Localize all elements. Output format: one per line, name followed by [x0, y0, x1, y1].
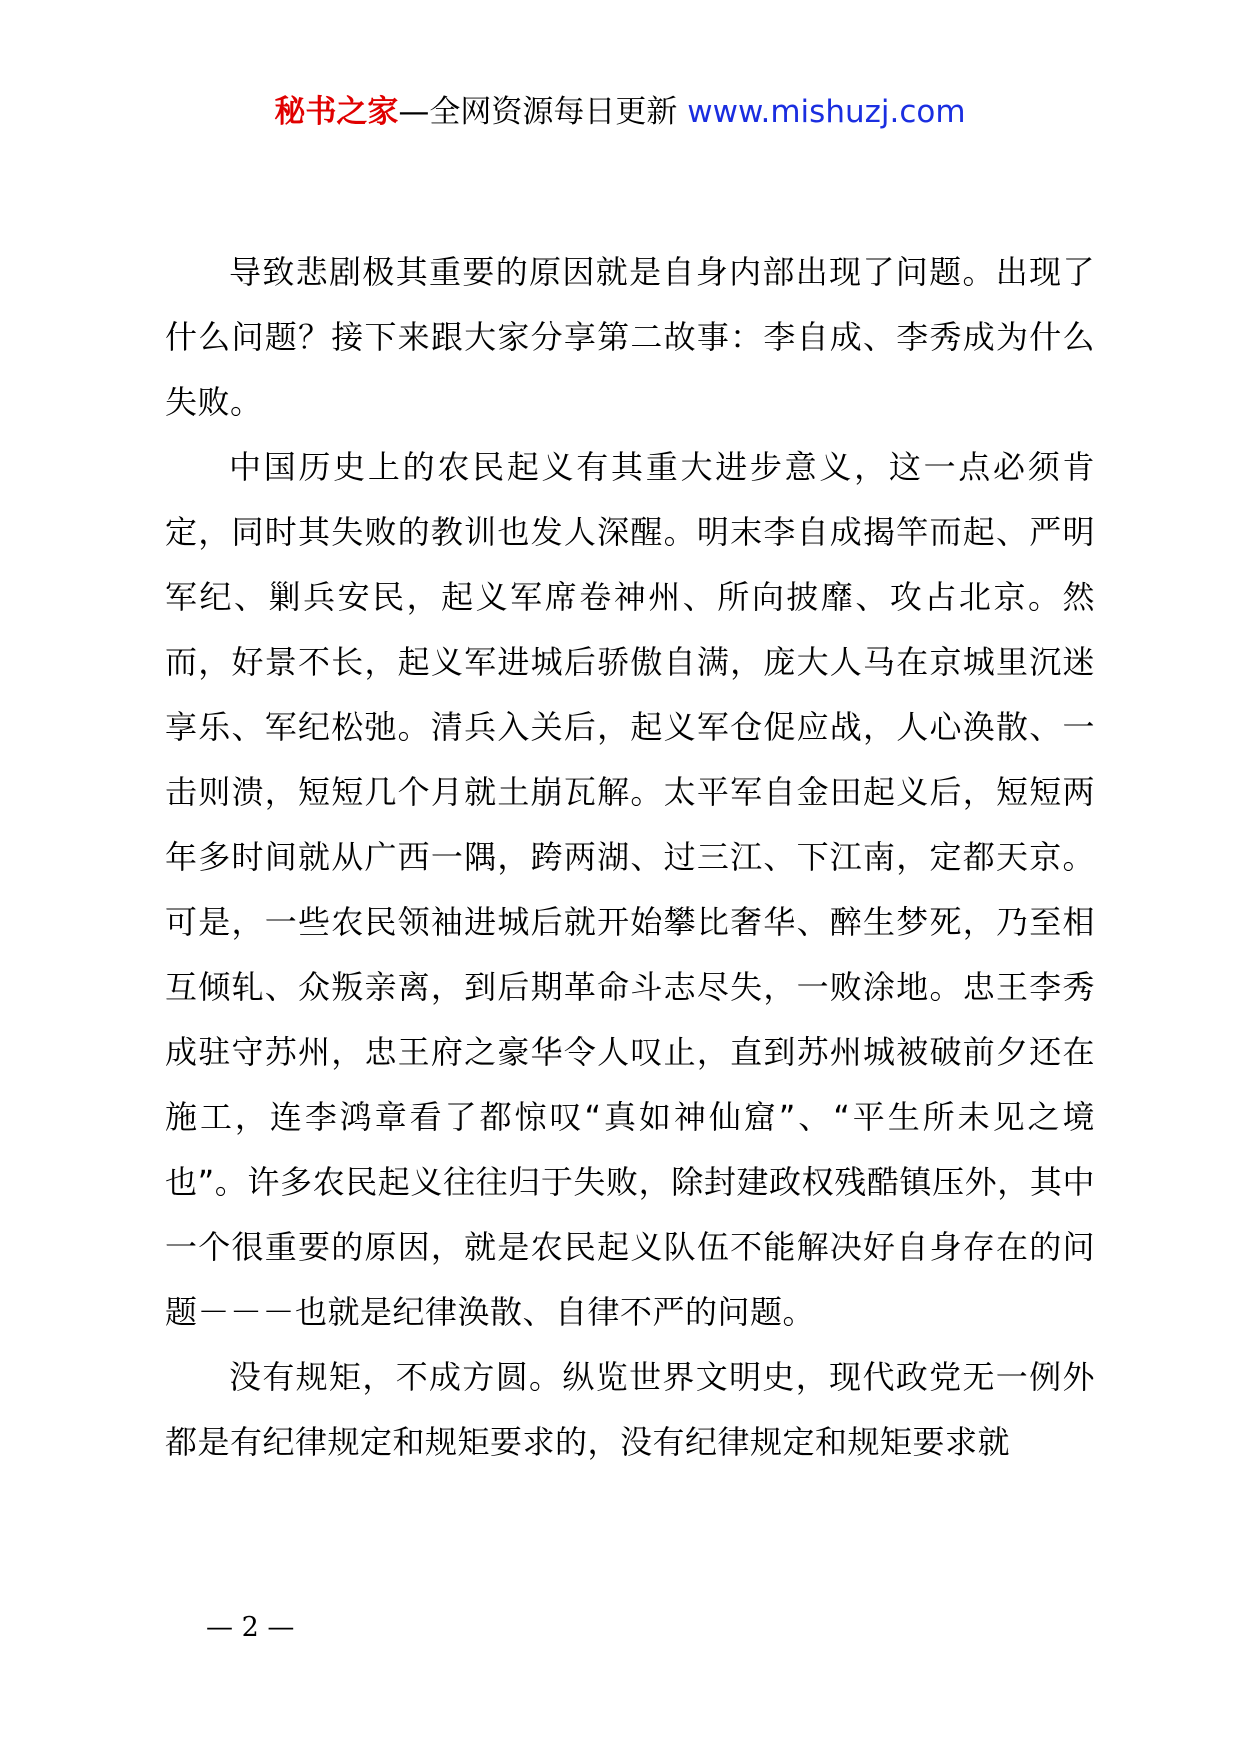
paragraph: 没有规矩，不成方圆。纵览世界文明史，现代政党无一例外都是有纪律规定和规矩要求的，没有纪律规定和规矩要求就	[165, 1358, 1095, 1461]
paragraph: 中国历史上的农民起义有其重大进步意义，这一点必须肯定，同时其失败的教训也发人深醒。明末李自成揭竿而起、严明军纪、剿兵安民，起义军席卷神州、所向披靡、攻占北京。然而，好景不长，起义军进城后骄傲自满，庞大人马在京城里沉迷享乐、军纪松弛。清兵入关后，起义军仓促应战，人心涣散、一击则溃，短短几个月就土崩瓦解。太平军自金田起义后，短短两年多时间就从广西一隅，跨两湖、过三江、下江南，定都天京。可是，一些农民领袖进城后就开始攀比奢华、醉生梦死，乃至相互倾轧、众叛亲离，到后期革命斗志尽失，一败涂地。忠王李秀成驻守苏州，忠王府之豪华令人叹止，直到苏州城被破前夕还在施工，连李鸿章看了都惊叹“真如神仙窟”、“平生所未见之境也”。许多农民起义往往归于失败，除封建政权残酷镇压外，其中一个很重要的原因，就是农民起义队伍不能解决好自身存在的问题－－－也就是纪律涣散、自律不严的问题。	[165, 448, 1095, 1331]
site-banner	[0, 92, 1240, 132]
site-tagline: —全网资源每日更新	[398, 94, 688, 130]
page-number: — 2 —	[206, 1612, 295, 1643]
document-body	[165, 240, 1095, 1475]
paragraph: 导致悲剧极其重要的原因就是自身内部出现了问题。出现了什么问题？接下来跟大家分享第二故事：李自成、李秀成为什么失败。	[165, 253, 1095, 421]
site-brand-name: 秘书之家	[274, 94, 399, 130]
site-url-link[interactable]: www.mishuzj.com	[687, 94, 966, 130]
